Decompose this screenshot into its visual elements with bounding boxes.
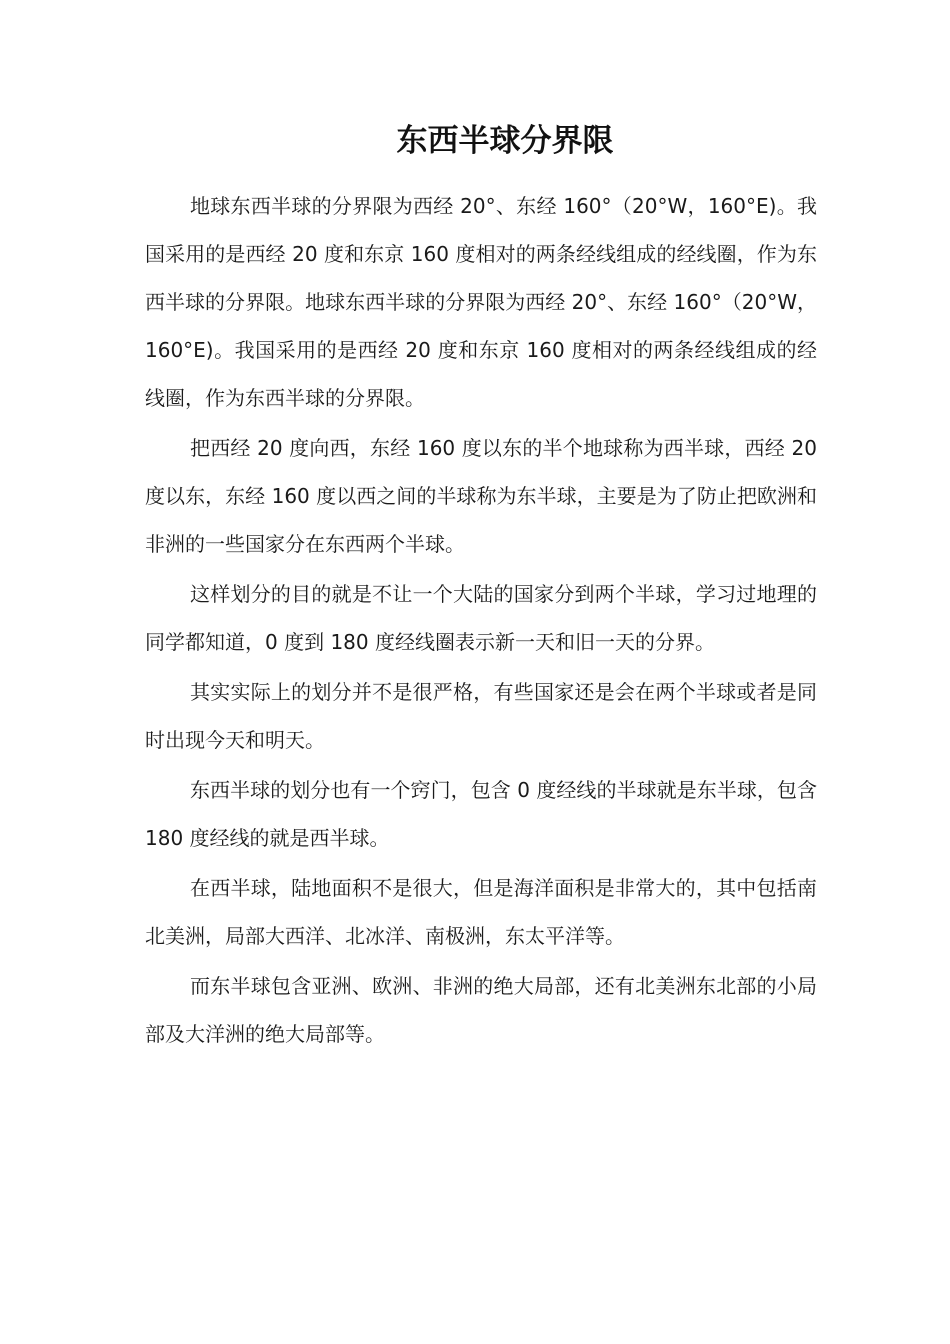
- paragraph-division-tip: 东西半球的划分也有一个窍门，包含 0 度经线的半球就是东半球，包含 180 度经线的就是西半球。: [145, 778, 817, 850]
- paragraph-hemisphere-boundary: 地球东西半球的分界限为西经 20°、东经 160°（20°W，160°E)。我国采用的是西经 20 度和东京 160 度相对的两条经线组成的经线圈，作为东西半球的分界限。地球东西半球的分界限为西经 20°、东经 160°（20°W，160°E)。我国采用的是西经 20 度和东京 160 度相对的两条经线组成的经线圈，作为东西半球的分界限。: [145, 194, 817, 410]
- paragraph-not-strict: 其实实际上的划分并不是很严格，有些国家还是会在两个半球或者是同时出现今天和明天。: [145, 680, 817, 752]
- paragraph-division-purpose: 这样划分的目的就是不让一个大陆的国家分到两个半球，学习过地理的同学都知道，0 度到 180 度经线圈表示新一天和旧一天的分界。: [145, 582, 817, 654]
- paragraph-western-hemisphere: 在西半球，陆地面积不是很大，但是海洋面积是非常大的，其中包括南北美洲，局部大西洋、北冰洋、南极洲，东太平洋等。: [145, 876, 817, 948]
- paragraph-eastern-hemisphere: 而东半球包含亚洲、欧洲、非洲的绝大局部，还有北美洲东北部的小局部及大洋洲的绝大局部等。: [145, 974, 817, 1046]
- page-title: 东西半球分界限: [396, 123, 614, 159]
- document-body: [145, 182, 817, 1058]
- paragraph-western-eastern-definition: 把西经 20 度向西，东经 160 度以东的半个地球称为西半球，西经 20 度以东，东经 160 度以西之间的半球称为东半球，主要是为了防止把欧洲和非洲的一些国家分在东西两个半球。: [145, 436, 817, 556]
